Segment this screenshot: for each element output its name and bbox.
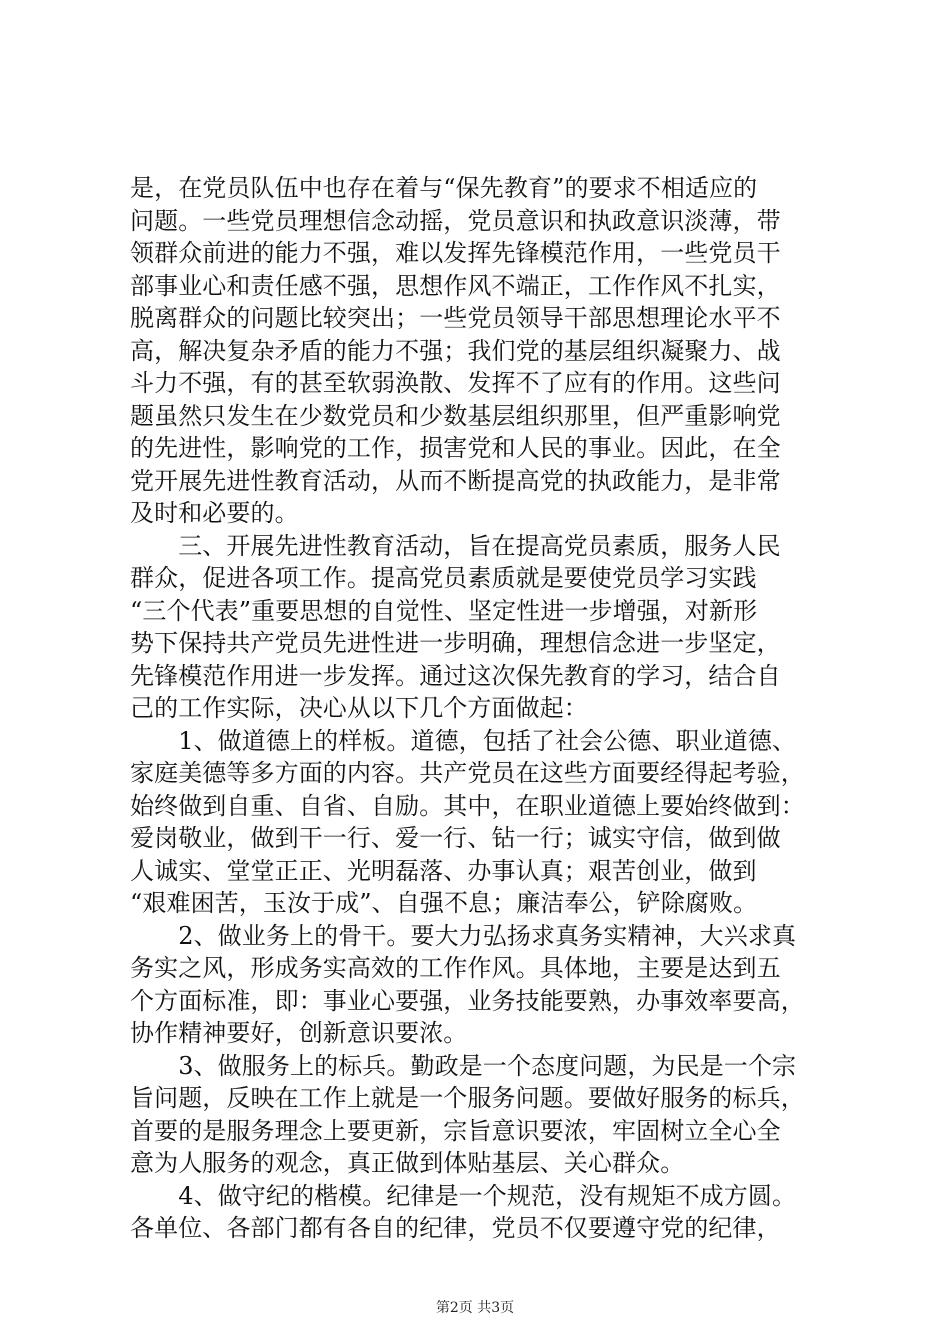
text-line: 党开展先进性教育活动，从而不断提高党的执政能力，是非常 bbox=[130, 466, 781, 495]
text-line: 己的工作实际，决心从以下几个方面做起： bbox=[130, 694, 588, 722]
text-line: 始终做到自重、自省、自励。其中，在职业道德上要始终做到： bbox=[130, 791, 805, 820]
text-line: 家庭美德等多方面的内容。共产党员在这些方面要经得起考验， bbox=[130, 759, 805, 787]
text-line: 务实之风，形成务实高效的工作作风。具体地，主要是达到五 bbox=[130, 954, 781, 982]
text-line: 4、做守纪的楷模。纪律是一个规范，没有规矩不成方圆。 bbox=[130, 1181, 797, 1210]
text-line: 首要的是服务理念上要更新，宗旨意识要浓，牢固树立全心全 bbox=[130, 1116, 781, 1145]
text-line: 协作精神要好，创新意识要浓。 bbox=[130, 1019, 468, 1047]
text-line: 斗力不强，有的甚至软弱涣散、发挥不了应有的作用。这些问 bbox=[130, 369, 781, 397]
text-line: 是，在党员队伍中也存在着与“保先教育”的要求不相适应的 bbox=[130, 174, 758, 202]
text-line: 部事业心和责任感不强，思想作风不端正，工作作风不扎实， bbox=[130, 271, 781, 300]
text-line: 问题。一些党员理想信念动摇，党员意识和执政意识淡薄，带 bbox=[130, 206, 781, 235]
text-line: 2、做业务上的骨干。要大力弘扬求真务实精神，大兴求真 bbox=[130, 921, 797, 950]
page-footer: 第2页 共3页 bbox=[435, 1300, 515, 1316]
text-line: 爱岗敬业，做到干一行、爱一行、钻一行；诚实守信，做到做 bbox=[130, 824, 781, 852]
text-line: 3、做服务上的标兵。勤政是一个态度问题，为民是一个宗 bbox=[130, 1051, 797, 1080]
text-line: 三、开展先进性教育活动，旨在提高党员素质，服务人民 bbox=[130, 531, 781, 560]
text-line: 的先进性，影响党的工作，损害党和人民的事业。因此，在全 bbox=[130, 434, 781, 462]
text-line: 意为人服务的观念，真正做到体贴基层、关心群众。 bbox=[130, 1149, 685, 1177]
text-line: 领群众前进的能力不强，难以发挥先锋模范作用，一些党员干 bbox=[130, 239, 781, 267]
text-line: “三个代表”重要思想的自觉性、坚定性进一步增强，对新形 bbox=[130, 596, 758, 625]
text-line: 及时和必要的。 bbox=[130, 499, 299, 527]
text-line: “艰难困苦，玉汝于成”、自强不息；廉洁奉公，铲除腐败。 bbox=[130, 889, 758, 917]
text-line: 势下保持共产党员先进性进一步明确，理想信念进一步坚定， bbox=[130, 629, 781, 657]
text-line: 人诚实、堂堂正正、光明磊落、办事认真；艰苦创业，做到 bbox=[130, 856, 757, 885]
text-line: 群众，促进各项工作。提高党员素质就是要使党员学习实践 bbox=[130, 564, 757, 592]
text-line: 高，解决复杂矛盾的能力不强；我们党的基层组织凝聚力、战 bbox=[130, 336, 781, 365]
text-line: 先锋模范作用进一步发挥。通过这次保先教育的学习，结合自 bbox=[130, 661, 781, 690]
text-line: 各单位、各部门都有各自的纪律，党员不仅要遵守党的纪律， bbox=[130, 1214, 781, 1242]
text-line: 旨问题，反映在工作上就是一个服务问题。要做好服务的标兵， bbox=[130, 1084, 805, 1112]
text-line: 1、做道德上的样板。道德，包括了社会公德、职业道德、 bbox=[130, 726, 797, 755]
text-line: 题虽然只发生在少数党员和少数基层组织那里，但严重影响党 bbox=[130, 401, 781, 430]
text-line: 个方面标准，即：事业心要强，业务技能要熟，办事效率要高， bbox=[130, 986, 805, 1015]
document-body bbox=[130, 172, 840, 1245]
text-line: 脱离群众的问题比较突出；一些党员领导干部思想理论水平不 bbox=[130, 304, 781, 332]
